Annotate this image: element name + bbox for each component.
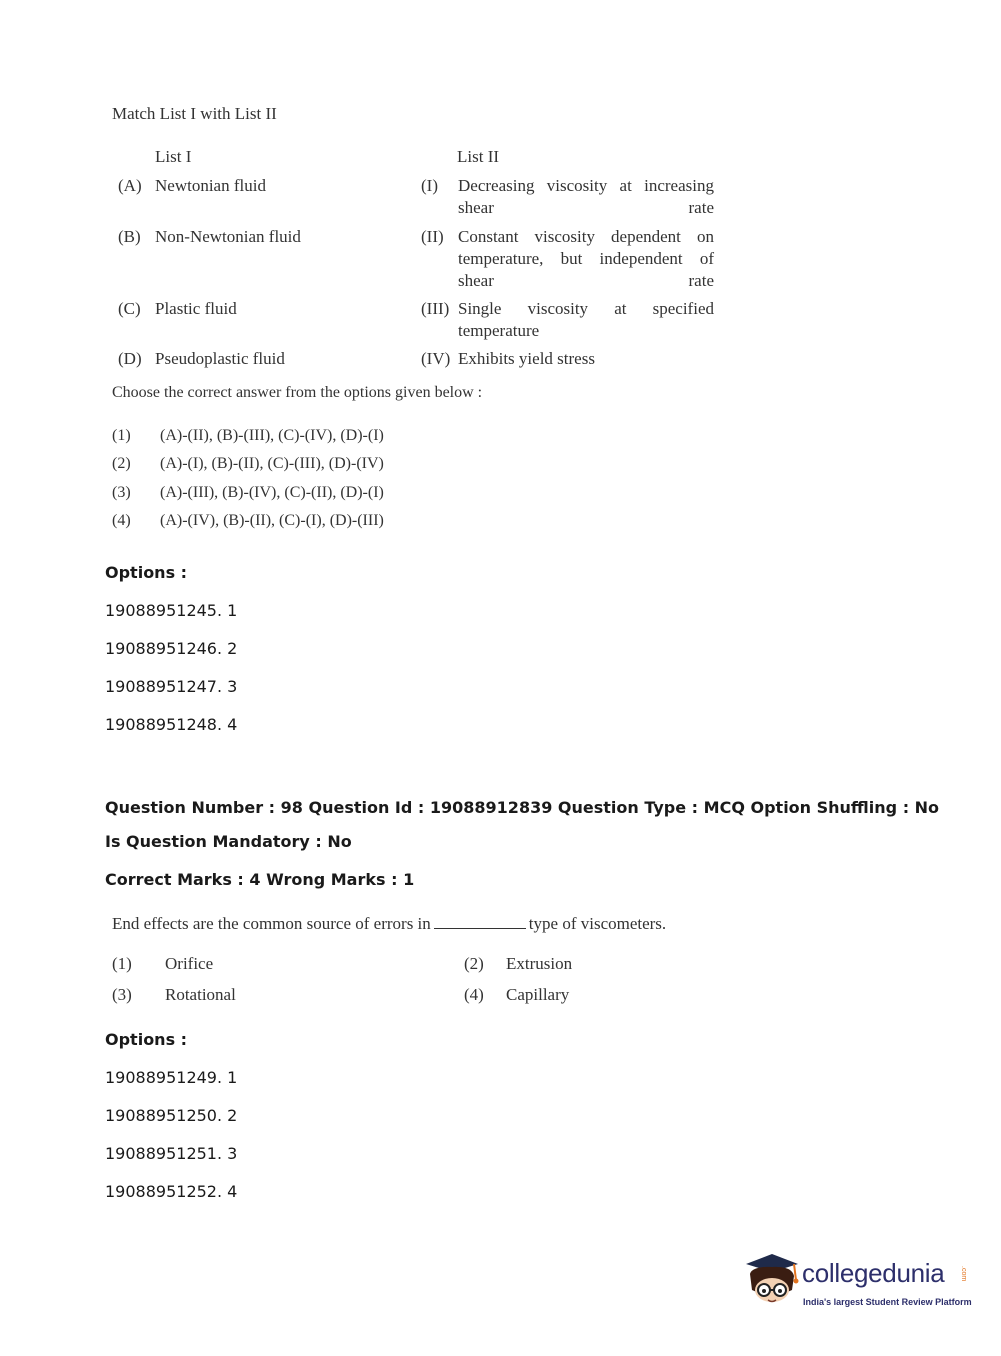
options-label: Options : [105,1030,188,1049]
list1-item: Plastic fluid [155,299,237,318]
question-mandatory: Is Question Mandatory : No [105,832,352,851]
stem-after: type of viscometers. [528,914,667,933]
fill-blank [434,914,526,929]
option-id: 19088951250. 2 [105,1106,238,1125]
list1-marker: (C) [118,299,141,318]
list1-marker: (D) [118,349,142,368]
list2-marker: (II) [421,227,444,246]
option-id: 19088951246. 2 [105,639,238,658]
answer-number: (1) [112,427,131,444]
question-marks: Correct Marks : 4 Wrong Marks : 1 [105,870,415,889]
list1-item: Newtonian fluid [155,176,266,195]
list1-item: Non-Newtonian fluid [155,227,301,246]
logo-suffix: .com [960,1266,967,1282]
answer-number: (3) [112,484,131,501]
answer-text: (A)-(I), (B)-(II), (C)-(III), (D)-(IV) [160,455,384,472]
list2-marker: (I) [421,176,438,195]
logo-tagline: India's largest Student Review Platform [803,1297,972,1307]
question-meta: Question Number : 98 Question Id : 19088912839 Question Type : MCQ Option Shuffling : No [105,798,940,817]
mascot-icon [742,1250,804,1316]
stem-before: End effects are the common source of errors in [112,914,431,933]
answer-number: (3) [112,985,132,1004]
list2-marker: (III) [421,299,450,318]
answer-number: (4) [112,512,131,529]
list2-item: Single viscosity at specified temperature [458,299,714,340]
option-id: 19088951245. 1 [105,601,238,620]
answer-text: Extrusion [506,954,573,973]
option-id: 19088951249. 1 [105,1068,238,1087]
answer-number: (4) [464,985,484,1004]
answer-text: Rotational [165,985,236,1004]
options-label: Options : [105,563,188,582]
list1-item: Pseudoplastic fluid [155,349,285,368]
logo-wordmark: collegedunia [802,1258,945,1288]
collegedunia-logo [742,1250,972,1316]
option-id: 19088951251. 3 [105,1144,238,1163]
answer-text: Orifice [165,954,214,973]
list2-item: Exhibits yield stress [458,349,595,368]
answer-text: (A)-(II), (B)-(III), (C)-(IV), (D)-(I) [160,427,384,444]
question-title: Match List I with List II [112,104,277,123]
list2-item: Decreasing viscosity at increasing shear rate [458,176,714,217]
option-id: 19088951248. 4 [105,715,238,734]
list1-marker: (A) [118,176,142,195]
answer-number: (2) [464,954,484,973]
answer-text: (A)-(III), (B)-(IV), (C)-(II), (D)-(I) [160,484,384,501]
list2-header: List II [457,147,500,166]
answer-text: Capillary [506,985,570,1004]
answer-number: (1) [112,954,132,973]
list2-marker: (IV) [421,349,451,368]
instruction-text: Choose the correct answer from the options given below : [112,384,483,401]
option-id: 19088951252. 4 [105,1182,238,1201]
answer-number: (2) [112,455,131,472]
option-id: 19088951247. 3 [105,677,238,696]
list1-marker: (B) [118,227,141,246]
question-stem [112,914,666,934]
answer-text: (A)-(IV), (B)-(II), (C)-(I), (D)-(III) [160,512,384,529]
list1-header: List I [155,147,192,166]
list2-item: Constant viscosity dependent on temperature, but independent of shear rate [458,227,714,290]
